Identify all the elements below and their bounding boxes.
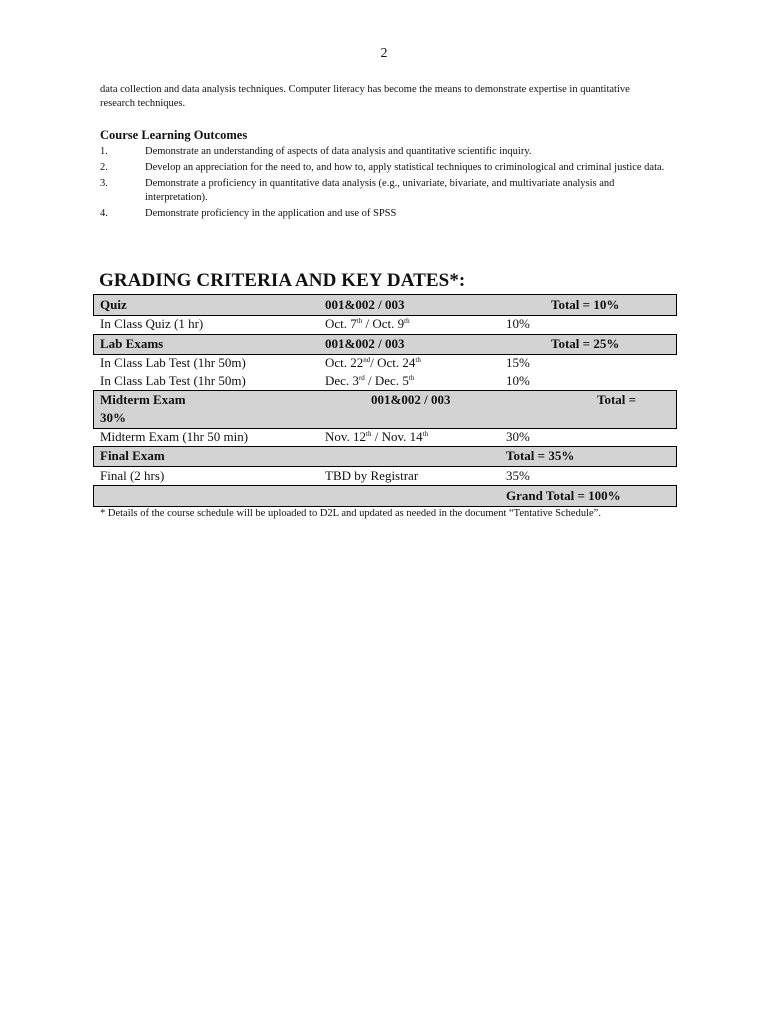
row-percent: 35% xyxy=(506,468,530,483)
outcome-number: 1. xyxy=(100,146,108,157)
quiz-header-total: Total = 10% xyxy=(551,297,620,312)
intro-paragraph: data collection and data analysis techniques. Computer literacy has become the means to demonstrate expertise in quantitative research techniques. xyxy=(100,84,630,109)
row-percent: 30% xyxy=(506,429,530,444)
outcome-item xyxy=(100,161,670,175)
row-label: Final (2 hrs) xyxy=(100,468,165,483)
row-date: Dec. 3rd / Dec. 5th xyxy=(325,373,415,388)
lab-header-total: Total = 25% xyxy=(551,336,620,351)
outcomes-list xyxy=(100,145,670,223)
lab-header-row xyxy=(93,334,677,355)
midterm-header-label: Midterm Exam xyxy=(100,392,186,407)
row-date: TBD by Registrar xyxy=(325,468,419,483)
outcome-item xyxy=(100,145,670,159)
grading-heading: GRADING CRITERIA AND KEY DATES*: xyxy=(99,270,466,291)
quiz-header-row xyxy=(93,294,677,316)
row-percent: 10% xyxy=(506,373,530,388)
lab-header-sections: 001&002 / 003 xyxy=(325,336,405,351)
row-label: In Class Lab Test (1hr 50m) xyxy=(100,355,246,370)
quiz-header-sections: 001&002 / 003 xyxy=(325,297,405,312)
midterm-header-row xyxy=(93,390,677,429)
midterm-header-total: Total = xyxy=(597,392,637,407)
outcomes-heading: Course Learning Outcomes xyxy=(100,128,248,142)
outcome-number: 2. xyxy=(100,162,108,173)
lab-header-label: Lab Exams xyxy=(100,336,164,351)
row-date: Oct. 22nd/ Oct. 24th xyxy=(325,355,421,370)
outcome-text: Demonstrate a proficiency in quantitative data analysis (e.g., univariate, bivariate, and multivariate analysis and interpretation). xyxy=(145,178,615,203)
outcome-item xyxy=(100,177,670,205)
quiz-header-label: Quiz xyxy=(100,297,127,312)
outcome-item xyxy=(100,207,670,221)
page-number: 2 xyxy=(380,46,388,61)
outcome-number: 4. xyxy=(100,208,108,219)
row-label: Midterm Exam (1hr 50 min) xyxy=(100,429,249,444)
final-header-label: Final Exam xyxy=(100,448,165,463)
grand-total-row xyxy=(93,485,677,507)
row-date: Oct. 7th / Oct. 9th xyxy=(325,316,410,331)
row-percent: 10% xyxy=(506,316,530,331)
row-date: Nov. 12th / Nov. 14th xyxy=(325,429,429,444)
outcome-text: Demonstrate an understanding of aspects of data analysis and quantitative scientific inquiry. xyxy=(145,146,532,157)
row-percent: 15% xyxy=(506,355,530,370)
outcome-number: 3. xyxy=(100,178,108,189)
footnote: * Details of the course schedule will be uploaded to D2L and updated as needed in the document “Tentative Schedule”. xyxy=(100,508,601,519)
row-label: In Class Lab Test (1hr 50m) xyxy=(100,373,246,388)
final-header-row xyxy=(93,446,677,467)
outcome-text: Demonstrate proficiency in the application and use of SPSS xyxy=(145,208,397,219)
final-header-total: Total = 35% xyxy=(506,448,575,463)
outcome-text: Develop an appreciation for the need to, and how to, apply statistical techniques to criminological and criminal justice data. xyxy=(145,162,665,173)
midterm-header-total-wrap: 30% xyxy=(100,410,126,425)
grand-total-label: Grand Total = 100% xyxy=(506,488,621,503)
midterm-header-sections: 001&002 / 003 xyxy=(371,392,451,407)
row-label: In Class Quiz (1 hr) xyxy=(100,316,204,331)
